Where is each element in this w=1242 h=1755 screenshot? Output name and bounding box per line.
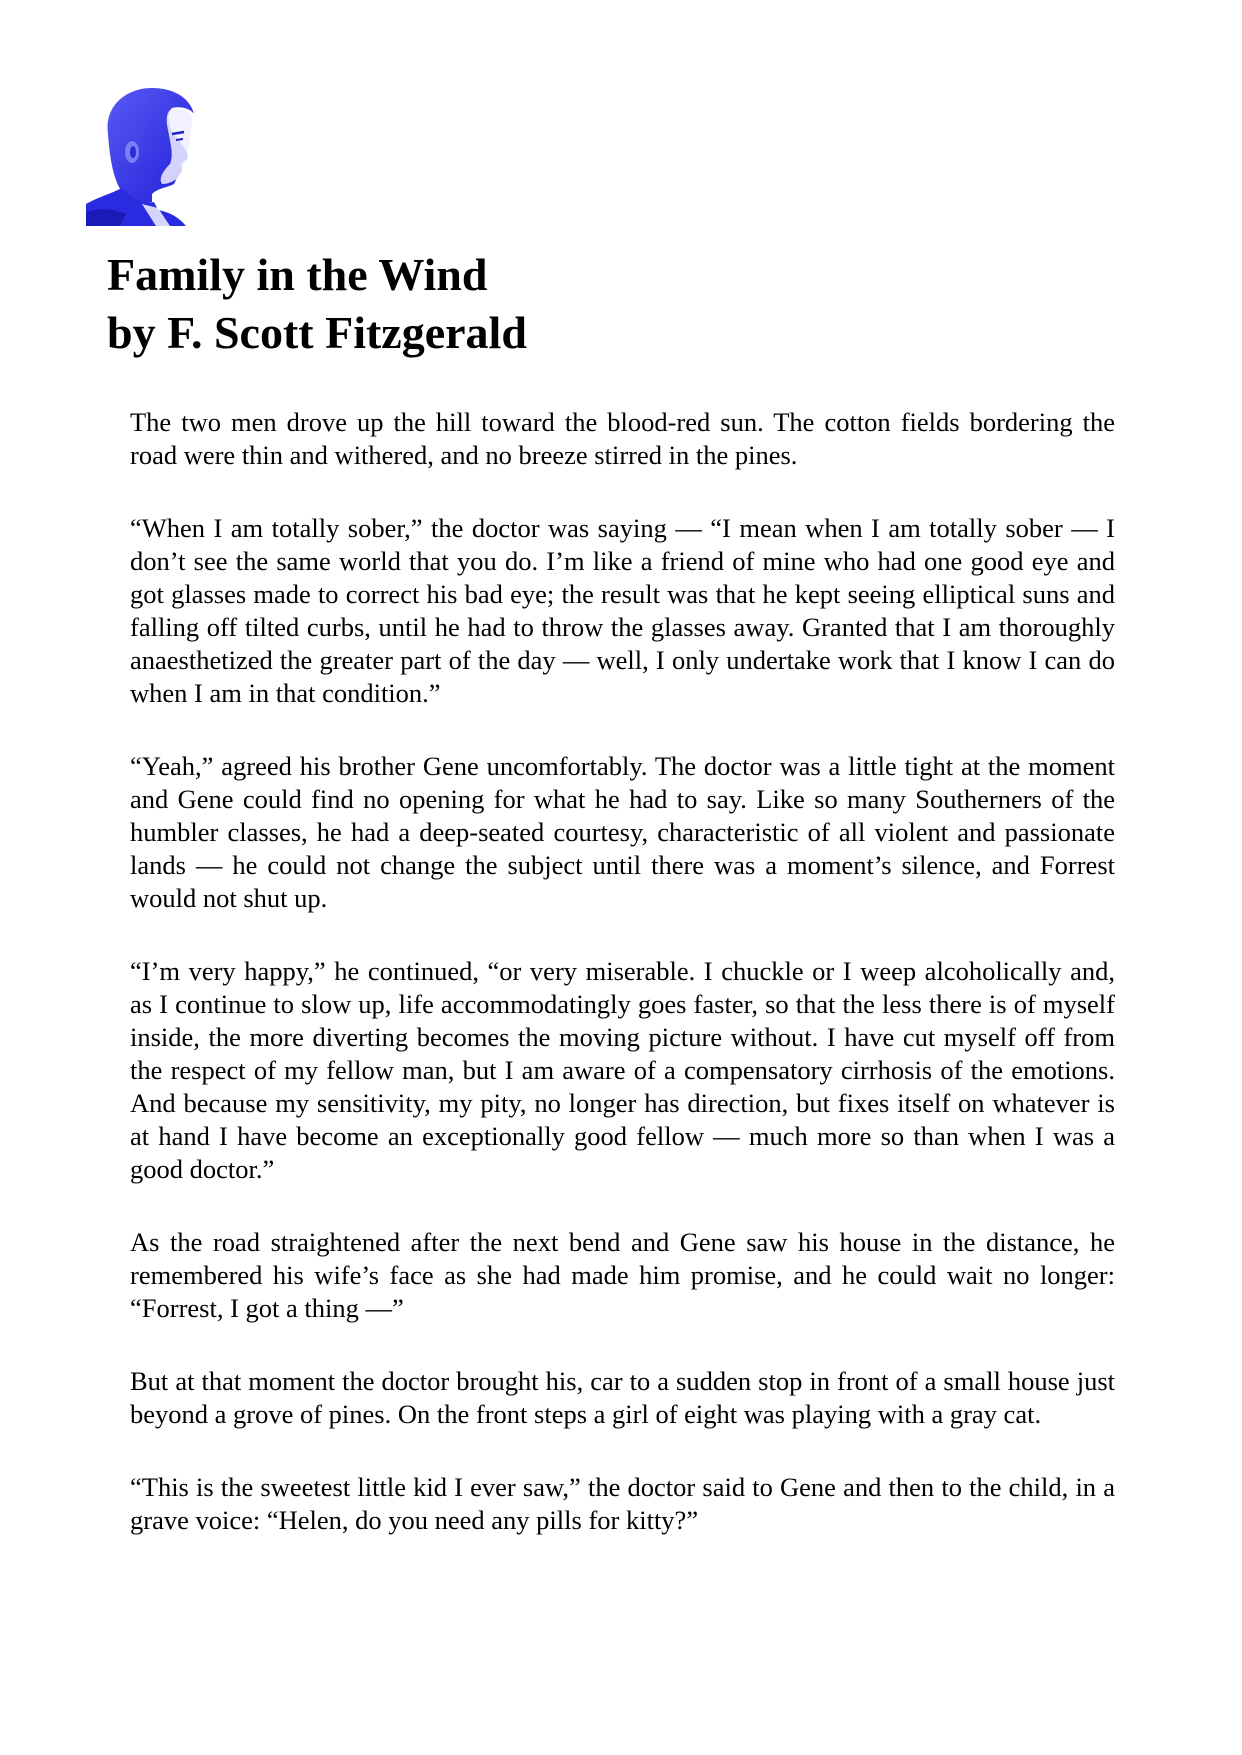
story-body xyxy=(130,406,1115,1577)
paragraph: “This is the sweetest little kid I ever saw,” the doctor said to Gene and then to the child, in a grave voice: “Helen, do you need any pills for kitty?” xyxy=(130,1472,1115,1535)
paragraph: The two men drove up the hill toward the blood-red sun. The cotton fields bordering the road were thin and withered, and no breeze stirred in the pines. xyxy=(130,407,1115,470)
author-portrait-icon xyxy=(86,84,204,226)
paragraph: “I’m very happy,” he continued, “or very miserable. I chuckle or I weep alcoholically and, as I continue to slow up, life accommodatingly goes faster, so that the less there is of myself inside, the more diverting becomes the moving picture without. I have cut myself off from the respect of my fellow man, but I am aware of a compensatory cirrhosis of the emotions. And because my sensitivity, my pity, no longer has direction, but fixes itself on whatever is at hand I have become an exceptionally good fellow — much more so than when I was a good doctor.” xyxy=(130,956,1115,1184)
paragraph: “Yeah,” agreed his brother Gene uncomfortably. The doctor was a little tight at the moment and Gene could find no opening for what he had to say. Like so many Southerners of the humbler classes, he had a deep-seated courtesy, characteristic of all violent and passionate lands — he could not change the subject until there was a moment’s silence, and Forrest would not shut up. xyxy=(130,751,1115,913)
author-byline: by F. Scott Fitzgerald xyxy=(107,307,527,358)
paragraph: “When I am totally sober,” the doctor was saying — “I mean when I am totally sober — I don’t see the same world that you do. I’m like a friend of mine who had one good eye and got glasses made to correct his bad eye; the result was that he kept seeing elliptical suns and falling off tilted curbs, until he had to throw the glasses away. Granted that I am thoroughly anaesthetized the greater part of the day — well, I only undertake work that I know I can do when I am in that condition.” xyxy=(130,513,1115,708)
story-title: Family in the Wind xyxy=(107,249,488,300)
paragraph: But at that moment the doctor brought his, car to a sudden stop in front of a small house just beyond a grove of pines. On the front steps a girl of eight was playing with a gray cat. xyxy=(130,1366,1115,1429)
author-portrait-image xyxy=(86,84,204,226)
page-title xyxy=(107,246,527,362)
paragraph: As the road straightened after the next bend and Gene saw his house in the distance, he remembered his wife’s face as she had made him promise, and he could wait no longer: “Forrest, I got a thing —” xyxy=(130,1227,1115,1323)
